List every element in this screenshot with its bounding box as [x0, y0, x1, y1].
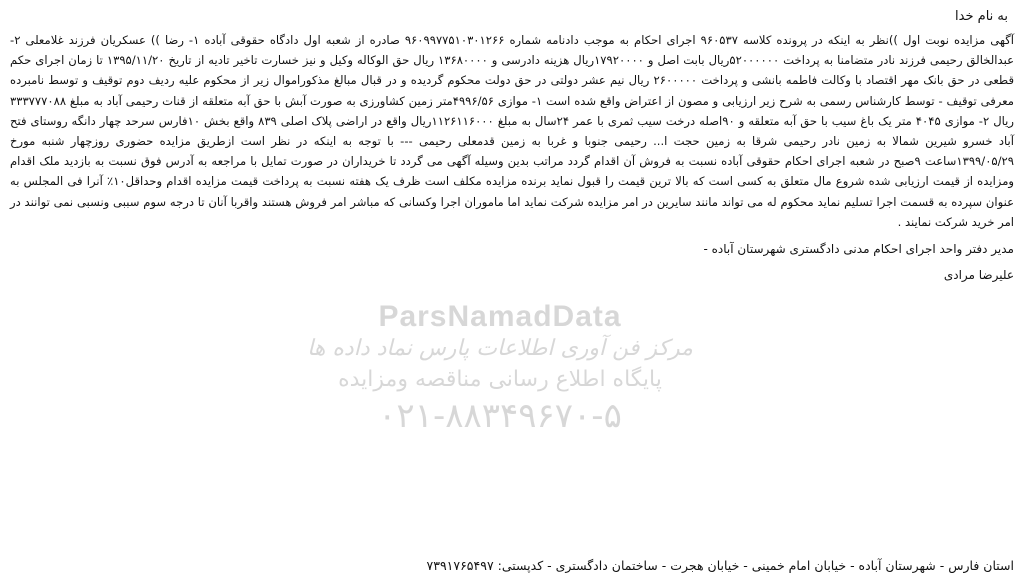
office-signoff: مدیر دفتر واحد اجرای احکام مدنی دادگستری شهرستان آباده -	[703, 242, 1014, 257]
footer-address: استان فارس - شهرستان آباده - خیابان امام خمینی - خیابان هجرت - ساختمان دادگستری - کدپستی: ۷۳۹۱۷۶۵۴۹۷	[426, 558, 1014, 573]
document-heading: به نام خدا	[955, 9, 1008, 24]
notice-document	[10, 6, 1014, 286]
watermark-line-1: مرکز فن آوری اطلاعات پارس نماد داده ها	[307, 336, 693, 361]
notice-body: آگهی مزایده نوبت اول ))نظر به اینکه در پرونده کلاسه ۹۶۰۵۳۷ اجرای احکام به موجب دادنامه شماره ۹۶۰۹۹۷۷۵۱۰۳۰۱۲۶۶ صادره از شعبه اول دادگاه حقوقی آباده ۱- رضا )) عسکریان فرزند غلامعلی ۲- عبدالخالق رحیمی فرزند نادر متضامنا به پرداخت ۵۲۰۰۰۰۰۰ریال بابت اصل و ۱۷۹۲۰۰۰۰ریال هزینه دادرسی و ۱۳۶۸۰۰۰۰ ریال حق الوکاله وکیل و نیز خسارت تاخیر تادیه از تاریخ ۱۳۹۵/۱۱/۲۰ تا زمان اجرای حکم قطعی در حق بانک مهر اقتصاد با وکالت فاطمه بانشی و پرداخت ۲۶۰۰۰۰۰ ریال نیم عشر دولتی در حق دولت محکوم گردیده و در قبال مبالغ مذکوراموال زیر از محکوم علیه ردیف دوم توقیف و توسط نامبرده معرفی توقیف - توسط کارشناس رسمی به شرح زیر ارزیابی و مصون از اعتراض واقع شده است ۱- موازی ۴۹۹۶/۵۶متر زمین کشاورزی به صورت آبش با حق آبه متعلقه از قنات رحیمی آباد به مبلغ ۳۳۳۷۷۷۰۸۸ ریال ۲- موازی ۴۰۴۵ متر یک باغ سیب با حق آبه متعلقه و ۹۰اصله درخت سیب ثمری با عمر ۲۴سال به مبلغ ۱۱۲۶۱۱۶۰۰۰ریال واقع در اراضی پلاک اصلی ۸۳۹ واقع بخش ۱۰فارس سرحد چهار دانگه روستای فتح آباد خسرو شیرین شمالا به زمین نادر رحیمی شرقا به زمین حجت ا... رحیمی جنوبا و غربا به زمین قدمعلی رحیمی --- با توجه به اینکه در نظر است ازطریق مزایده حضوری روزچهار شنبه مورخ ۱۳۹۹/۰۵/۲۹ساعت ۹صبح در شعبه اجرای احکام حقوقی آباده نسبت به فروش آن اقدام گردد مراتب بدین وسیله آگهی می گردد تا خریداران در صورت تمایل با مراجعه به آدرس فوق نسبت به بازدید ملک اقدام ومزایده از قیمت ارزیابی شده شروع مال متعلق به کسی است که بالا ترین قیمت را قبول نماید برنده مزایده مکلف است ظرف یک هفته نسبت به پرداخت قیمت مزایده اقدام وحداقل۱۰٪ آنرا فی المجلس به عنوان سپرده به قسمت اجرا تسلیم نماید محکوم له می تواند مانند سایرین در امر مزایده شرکت نماید اما ماموران اجرا وکسانی که مباشر امر فروش هستند واقربا آنان تا درجه سوم سببی ونسبی نمی توانند در امر خرید شرکت نمایند .	[10, 33, 1015, 229]
watermark-phone: ۰۲۱-۸۸۳۴۹۶۷۰-۵	[378, 396, 622, 436]
watermark-line-2: پایگاه اطلاع رسانی مناقصه ومزایده	[338, 367, 662, 392]
signer-name: علیرضا مرادی	[943, 268, 1014, 283]
parsnamad-watermark	[220, 300, 780, 436]
watermark-logo: ParsNamadData	[378, 300, 622, 333]
